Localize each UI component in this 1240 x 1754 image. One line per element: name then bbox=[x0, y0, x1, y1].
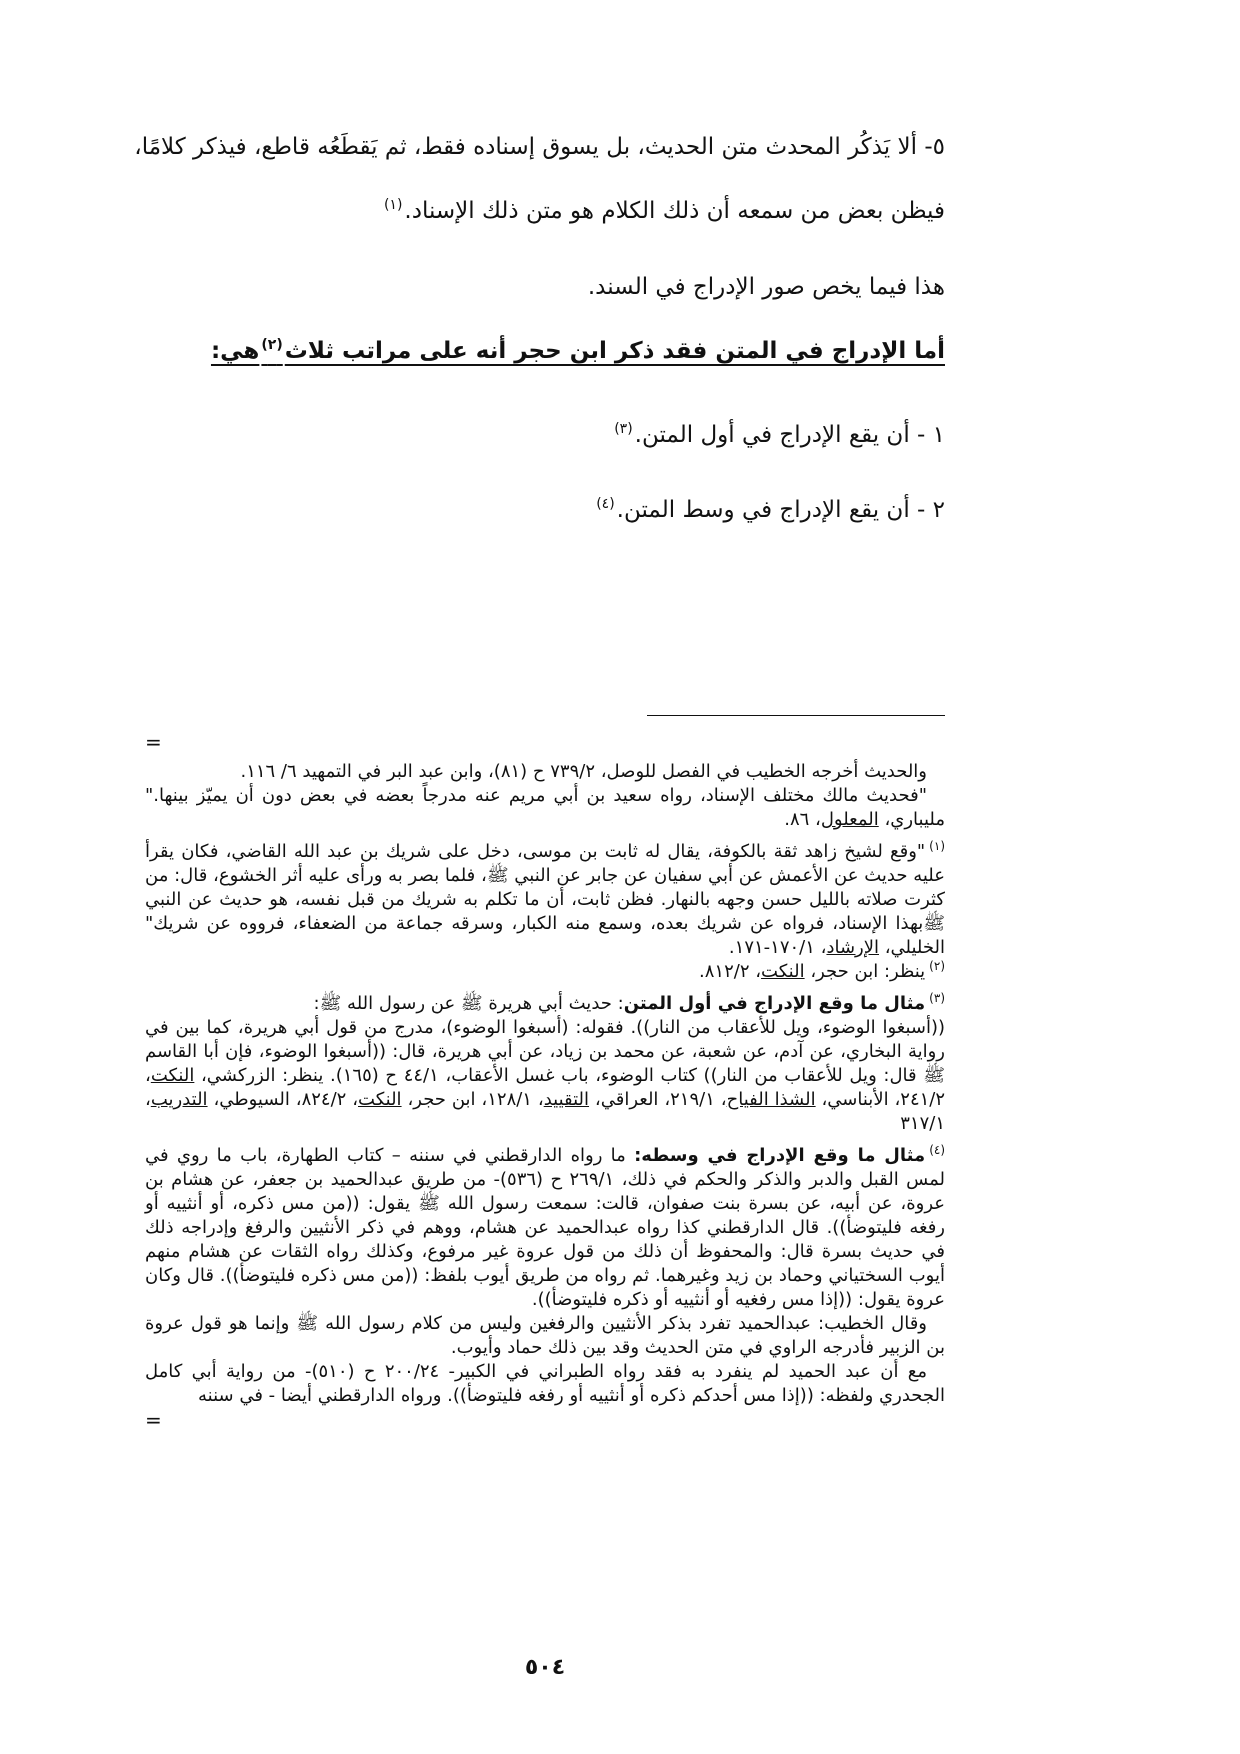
footnote-separator bbox=[647, 715, 945, 716]
quote-text: "فحديث مالك مختلف الإسناد، رواه سعيد بن أبي مريم عنه مدرجاً بعضه في بعض دون أن يميّز بينها." مليباري، bbox=[145, 785, 945, 830]
footnote-text: : حديث أبي هريرة ﷺ عن رسول الله ﷺ: bbox=[313, 993, 624, 1014]
book-title: النكت bbox=[358, 1089, 402, 1110]
citation: ، ٢٤١/٢، الأبناسي، bbox=[145, 1065, 946, 1110]
paragraph-5-text: فيظن بعض من سمعه أن ذلك الكلام هو متن ذلك الإسناد. bbox=[404, 198, 945, 224]
section-heading bbox=[145, 334, 945, 368]
footnote-4-paragraph-2: وقال الخطيب: عبدالحميد تفرد بذكر الأنثيين والرفغين وليس من كلام رسول الله ﷺ وإنما هو قول عروة بن الزبير فأدرجه الراوي في متن الحديث وقد بين ذلك حماد وأيوب. bbox=[145, 1313, 945, 1358]
footnote-number: (١) bbox=[929, 839, 945, 853]
book-title: النكت bbox=[150, 1065, 195, 1086]
footnote-bold-lead: مثال ما وقع الإدراج في أول المتن bbox=[623, 993, 926, 1014]
list-item-1 bbox=[145, 418, 945, 452]
continues-marker: = bbox=[145, 1408, 162, 1432]
footnote-continuation-1: والحديث أخرجه الخطيب في الفصل للوصل، ٧٣٩/٢ ح (٨١)، وابن عبد البر في التمهيد ٦/ ١١٦. bbox=[240, 761, 927, 782]
heading-text: أما الإدراج في المتن فقد ذكر ابن حجر أنه على مراتب ثلاث bbox=[284, 338, 945, 364]
document-page bbox=[134, 0, 946, 1754]
continuation-marker: = bbox=[145, 730, 162, 754]
list-item-2-text: ٢ - أن يقع الإدراج في وسط المتن. bbox=[616, 497, 945, 523]
heading-tail: هي: bbox=[210, 338, 260, 364]
footnote-number: (٣) bbox=[929, 991, 945, 1005]
book-title: النكت bbox=[761, 961, 805, 982]
sanad-summary: هذا فيما يخص صور الإدراج في السند. bbox=[587, 274, 945, 300]
citation: ، ٨١٢/٢. bbox=[699, 961, 762, 982]
book-title: التقييد bbox=[543, 1089, 590, 1110]
footnote-text: "وقع لشيخ زاهد ثقة بالكوفة، يقال له ثابت بن موسى، دخل على شريك بن عبد الله القاضي، فكان يقرأ عليه حديث عن الأعمش عن أبي سفيان عن جابر عن النبي ﷺ، فلما بصر به ورأى عليه أثر الخشوع، قال: من كثرت صلاته بالليل حسن وجهه بالنهار. فظن ثابت، أن ما تكلم به شريك من قبل نفسه، هو حديث عن النبي ﷺبهذا الإسناد، فرواه عن شريك بعده، وسمع منه الكبار، وسرقه جماعة من الضعفاء، فرووه عن شريك" الخليلي، bbox=[145, 841, 945, 958]
page-number: ٥٠٤ bbox=[524, 1655, 566, 1680]
citation: ، ١٧٠/١-١٧١. bbox=[728, 937, 827, 958]
footnote-text: ((أسبغوا الوضوء، ويل للأعقاب من النار)). فقوله: (أسبغوا الوضوء)، مدرج من قول أبي هريرة، كما بين في رواية البخاري، عن آدم، عن شعبة، عن محمد بن زياد، عن أبي هريرة، قال: ((أسبغوا الوضوء، فإن أبا القاسم ﷺ قال: ويل للأعقاب من النار)) كتاب الوضوء، باب غسل الأعقاب، ٤٤/١ ح (١٦٥). ينظر: الزركشي، bbox=[145, 1017, 945, 1086]
citation: ، ٨٦. bbox=[784, 809, 821, 830]
footnotes bbox=[145, 760, 945, 1432]
book-title: التدريب bbox=[150, 1089, 208, 1110]
footnote-ref-1[interactable]: (١) bbox=[383, 197, 403, 214]
footnote-ref-2[interactable]: (٢) bbox=[261, 337, 283, 354]
footnote-text: ما رواه الدارقطني في سننه – كتاب الطهارة، باب ما روي في لمس القبل والدبر والذكر والحكم في ذلك، ٢٦٩/١ ح (٥٣٦)- من طريق عبدالحميد بن جعفر، عن هشام بن عروة، عن أبيه، عن بسرة بنت صفوان، قالت: سمعت رسول الله ﷺ يقول: ((من مس ذكره، أو أنثييه أو رفغه فليتوضأ)). قال الدارقطني كذا رواه عبدالحميد عن هشام، ووهم في ذكر الأنثيين والرفغ وإدراجه ذلك في حديث بسرة قال: والمحفوظ أن ذلك من قول عروة غير مرفوع، وكذلك رواه الثقات عن هشام منهم أيوب السختياني وحماد بن زيد وغيرهما. ثم رواه من طريق أيوب بلفظ: ((من مس ذكره فليتوضأ)). قال وكان عروة يقول: ((إذا مس رفغيه أو أنثييه أو ذكره فليتوضأ)). bbox=[145, 1145, 945, 1310]
footnote-3 bbox=[145, 992, 945, 1016]
list-item-1-text: ١ - أن يقع الإدراج في أول المتن. bbox=[634, 422, 945, 448]
book-title: الإرشاد bbox=[826, 937, 879, 958]
citation: ، ١٢٨/١، ابن حجر، bbox=[401, 1089, 544, 1110]
citation: ، ٨٢٤/٢، السيوطي، bbox=[207, 1089, 359, 1110]
paragraph-5-line-2 bbox=[145, 194, 945, 228]
footnote-ref-4[interactable]: (٤) bbox=[596, 496, 615, 513]
footnote-ref-3[interactable]: (٣) bbox=[614, 421, 633, 438]
citation: ، ٢١٩/١، العراقي، bbox=[589, 1089, 727, 1110]
footnote-text: ينظر: ابن حجر، bbox=[804, 961, 926, 982]
paragraph-5-line-1: ٥- ألا يَذكُر المحدث متن الحديث، بل يسوق إسناده فقط، ثم يَقطَعُه قاطع، فيذكر كلامًا، bbox=[134, 134, 945, 160]
list-item-2 bbox=[145, 493, 945, 527]
footnote-continuation-2 bbox=[145, 784, 945, 832]
book-title: المعلول bbox=[820, 809, 879, 830]
footnote-3-body bbox=[145, 1016, 945, 1136]
citation: ، ٣١٧/١ bbox=[145, 1089, 945, 1134]
footnote-number: (٤) bbox=[929, 1143, 946, 1157]
footnote-4-paragraph-3: مع أن عبد الحميد لم ينفرد به فقد رواه الطبراني في الكبير- ٢٠٠/٢٤ ح (٥١٠)- من رواية أبي كامل الجحدري ولفظه: ((إذا مس أحدكم ذكره أو أنثييه أو رفغه فليتوضأ)). ورواه الدارقطني أيضا - في سننه bbox=[145, 1361, 945, 1406]
footnote-2 bbox=[145, 960, 945, 984]
footnote-1 bbox=[145, 840, 945, 960]
footnote-number: (٢) bbox=[929, 959, 945, 973]
book-title: الشذا الفياح bbox=[726, 1089, 816, 1110]
footnote-4 bbox=[145, 1144, 945, 1312]
footnote-bold-lead: مثال ما وقع الإدراج في وسطه: bbox=[634, 1145, 926, 1166]
